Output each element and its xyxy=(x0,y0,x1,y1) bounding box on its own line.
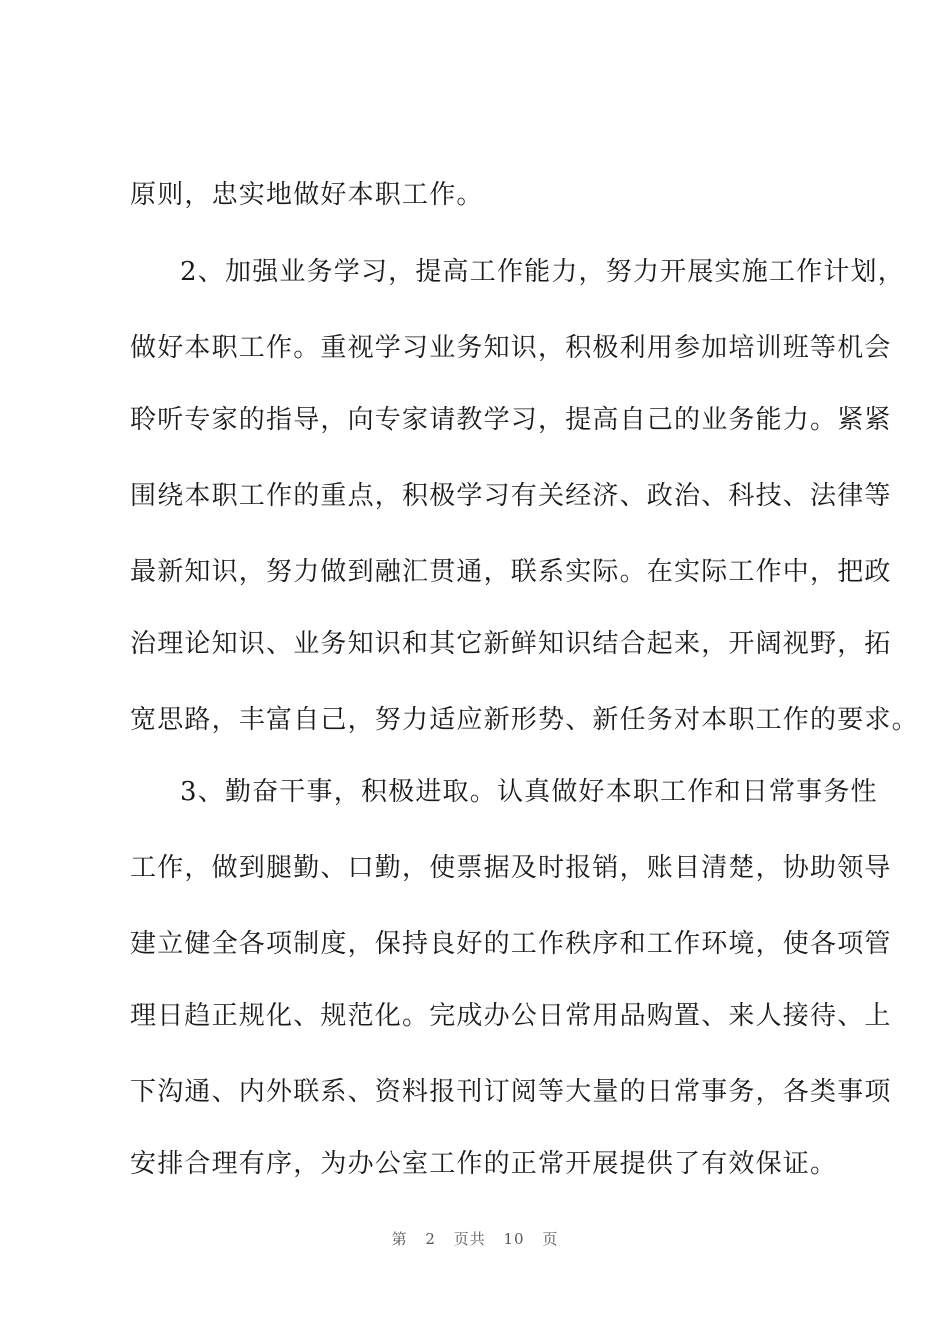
page-footer xyxy=(0,1228,950,1249)
footer-middle: 页共 xyxy=(453,1230,486,1248)
text-line-3: 做好本职工作。重视学习业务知识，积极利用参加培训班等机会 xyxy=(130,333,892,363)
footer-total-pages: 10 xyxy=(503,1230,525,1248)
text-line-4: 聆听专家的指导，向专家请教学习，提高自己的业务能力。紧紧 xyxy=(130,405,892,435)
footer-prefix: 第 xyxy=(391,1230,408,1248)
text-line-6: 最新知识，努力做到融汇贯通，联系实际。在实际工作中，把政 xyxy=(130,557,892,587)
text-line-9: 3、勤奋干事，积极进取。认真做好本职工作和日常事务性 xyxy=(180,777,878,807)
text-line-7: 治理论知识、业务知识和其它新鲜知识结合起来，开阔视野，拓 xyxy=(130,629,892,659)
footer-suffix: 页 xyxy=(542,1230,559,1248)
text-line-12: 理日趋正规化、规范化。完成办公日常用品购置、来人接待、上 xyxy=(130,1001,892,1031)
text-line-10: 工作，做到腿勤、口勤，使票据及时报销，账目清楚，协助领导 xyxy=(130,853,892,883)
text-line-13: 下沟通、内外联系、资料报刊订阅等大量的日常事务，各类事项 xyxy=(130,1077,892,1107)
text-line-14: 安排合理有序，为办公室工作的正常开展提供了有效保证。 xyxy=(130,1149,838,1179)
text-line-2: 2、加强业务学习，提高工作能力，努力开展实施工作计划， xyxy=(180,257,905,287)
footer-current-page: 2 xyxy=(425,1230,436,1248)
text-line-11: 建立健全各项制度，保持良好的工作秩序和工作环境，使各项管 xyxy=(130,929,892,959)
text-line-5: 围绕本职工作的重点，积极学习有关经济、政治、科技、法律等 xyxy=(130,481,892,511)
text-line-1: 原则，忠实地做好本职工作。 xyxy=(130,180,484,210)
text-line-8: 宽思路，丰富自己，努力适应新形势、新任务对本职工作的要求。 xyxy=(130,705,919,735)
